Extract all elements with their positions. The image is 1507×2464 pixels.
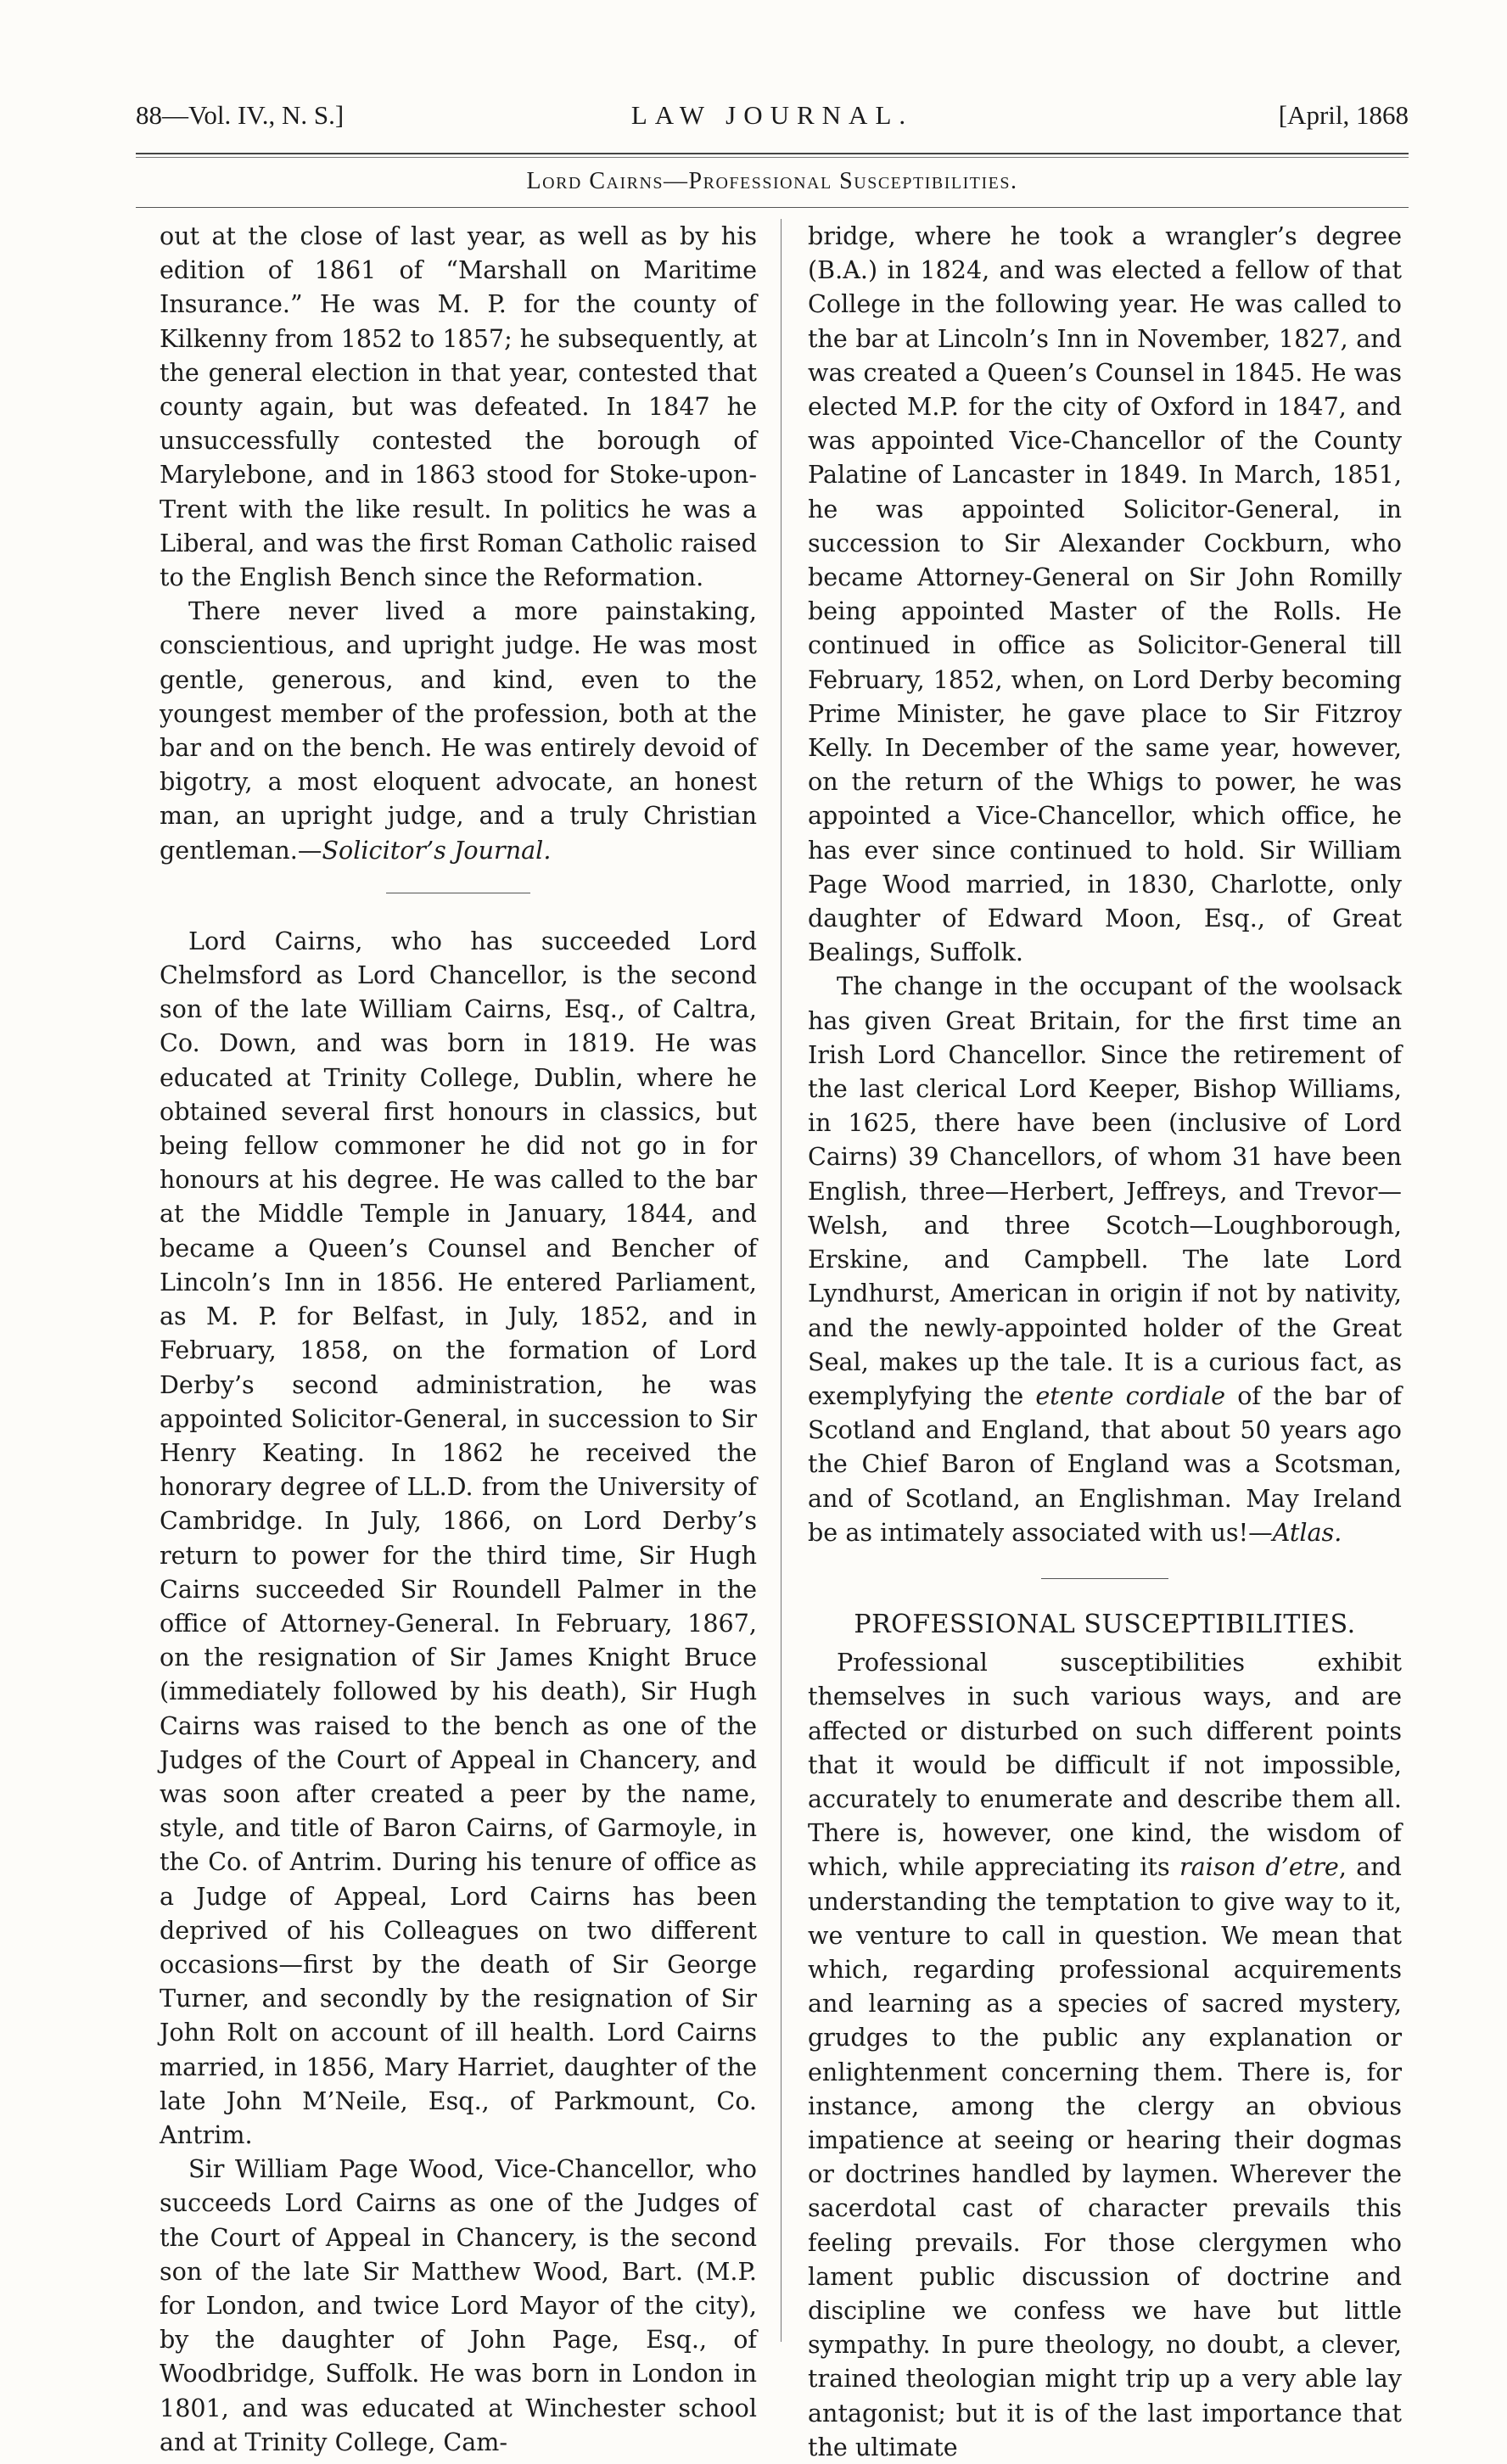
paragraph: bridge, where he took a wrangler’s degree (B.A.) in 1824, and was elected a fellow of that College in the following year. He was called to the bar at Lincoln’s Inn in November, 1827, and was created a Queen’s Counsel in 1845. He was elected M.P. for the city of Oxford in 1847, and was appointed Vice-Chancellor of the County Palatine of Lancaster in 1849. In March, 1851, he was appointed Solicitor-General, in succession to Sir Alexander Cockburn, who became Attorney-General on Sir John Romilly being appointed Master of the Rolls. He continued in office as Solicitor-General till February, 1852, when, on Lord Derby becoming Prime Minister, he gave place to Sir Fitzroy Kelly. In December of the same year, however, on the return of the Whigs to power, he was appointed a Vice-Chancellor, which office, he has ever since continued to hold. Sir William Page Wood married, in 1830, Charlotte, only daughter of Edward Moon, Esq., of Great Bealings, Suffolk. — [808, 221, 1402, 967]
running-subheader: Lord Cairns—Professional Susceptibilities. — [526, 168, 1018, 194]
paragraph: The change in the occupant of the woolsack has given Great Britain, for the first time an Irish Lord Chancellor. Since the retirement of the last clerical Lord Keeper, Bishop Williams, in 1625, there have been (inclusive of Lord Cairns) 39 Chancellors, of whom 31 have been English, three—Herbert, Jeffreys, and Trevor—Welsh, and three Scotch—Loughborough, Erskine, and Campbell. The late Lord Lyndhurst, American in origin if not by nativity, and the newly-appointed holder of the Great Seal, makes up the tale. It is a curious fact, as exemplyfying the etente cordiale of the bar of Scotland and England, that about 50 years ago the Chief Baron of England was a Scotsman, and of Scotland, an Englishman. May Ireland be as intimately associated with us!—Atlas. — [808, 972, 1402, 1547]
paragraph: out at the close of last year, as well as by his edition of 1861 of “Marshall on Maritime Insurance.” He was M. P. for the county of Kilkenny from 1852 to 1857; he subsequently, at the general election in that year, contested that county again, but was defeated. In 1847 he unsuccessfully contested the borough of Marylebone, and in 1863 stood for Stoke-upon-Trent with the like result. In politics he was a Liberal, and was the first Roman Catholic raised to the English Bench since the Reformation. — [160, 221, 757, 592]
page-header — [136, 100, 1409, 143]
right-column — [808, 219, 1402, 2464]
section-separator — [1041, 1578, 1168, 1579]
paragraph: Professional susceptibilities exhibit themselves in such various ways, and are affected or disturbed on such different points that it would be difficult if not impossible, accurately to enumerate and describe them all. There is, however, one kind, the wisdom of which, while appreciating its raison d’etre, and understanding the temptation to give way to it, we venture to call in question. We mean that which, regarding professional acquirements and learning as a species of sacred mystery, grudges to the public any explanation or enlightenment concerning them. There is, for instance, among the clergy an obvious impatience at seeing or hearing their dogmas or doctrines handled by laymen. Wherever the sacerdotal cast of character prevails this feeling prevails. For those clergymen who lament public discussion of doctrine and discipline we confess we have but little sympathy. In pure theology, no doubt, a clever, trained theologian might trip up a very able lay antagonist; but it is of the last importance that the ultimate — [808, 1648, 1402, 2461]
source-citation: Solicitor’s Journal. — [322, 835, 552, 865]
italic-phrase: etente cordiale — [1035, 1380, 1226, 1410]
header-rule-thin — [136, 157, 1409, 158]
paragraph: Sir William Page Wood, Vice-Chancellor, who succeeds Lord Cairns as one of the Judges of the Court of Appeal in Chancery, is the second son of the late Sir Matthew Wood, Bart. (M.P. for London, and twice Lord Mayor of the city), by the daughter of John Page, Esq., of Woodbridge, Suffolk. He was born in London in 1801, and was educated at Winchester school and at Trinity College, Cam- — [160, 2154, 757, 2456]
journal-title: LAW JOURNAL. — [630, 100, 914, 130]
paragraph: Lord Cairns, who has succeeded Lord Chelmsford as Lord Chancellor, is the second son of the late William Cairns, Esq., of Caltra, Co. Down, and was born in 1819. He was educated at Trinity College, Dublin, where he obtained several first honours in classics, but being fellow commoner he did not go in for honours at his degree. He was called to the bar at the Middle Temple in January, 1844, and became a Queen’s Counsel and Bencher of Lincoln’s Inn in 1856. He entered Parliament, as M. P. for Belfast, in July, 1852, and in February, 1858, on the formation of Lord Derby’s second administration, he was appointed Solicitor-General, in succession to Sir Henry Keating. In 1862 he received the honorary degree of LL.D. from the University of Cambridge. In July, 1866, on Lord Derby’s return to power for the third time, Sir Hugh Cairns succeeded Sir Roundell Palmer in the office of Attorney-General. In February, 1867, on the resignation of Sir James Knight Bruce (immediately followed by his death), Sir Hugh Cairns was raised to the bench as one of the Judges of the Court of Appeal in Chancery, and was soon after created a peer by the name, style, and title of Baron Cairns, of Garmoyle, in the Co. of Antrim. During his tenure of office as a Judge of Appeal, Lord Cairns has been deprived of his Colleagues on two different occasions—first by the death of Sir George Turner, and secondly by the resignation of Sir John Rolt on account of ill health. Lord Cairns married, in 1856, Mary Harriet, daughter of the late John M’Neile, Esq., of Parkmount, Co. Antrim. — [160, 926, 757, 2149]
left-column — [160, 219, 757, 2459]
header-rule — [136, 153, 1409, 154]
subheader-rule — [136, 207, 1409, 208]
issue-date: [April, 1868 — [1278, 100, 1409, 130]
section-heading: PROFESSIONAL SUSCEPTIBILITIES. — [854, 1609, 1356, 1639]
source-citation: Atlas. — [1272, 1517, 1342, 1547]
column-divider — [781, 219, 782, 2342]
italic-phrase: raison d’etre — [1179, 1852, 1339, 1882]
volume-label: 88—Vol. IV., N. S.] — [136, 100, 345, 130]
paragraph: There never lived a more painstaking, conscientious, and upright judge. He was most gentle, generous, and kind, even to the youngest member of the profession, both at the bar and on the bench. He was entirely devoid of bigotry, a most eloquent advocate, an honest man, an upright judge, and a truly Christian gentleman.—Solicitor’s Journal. — [160, 596, 757, 865]
